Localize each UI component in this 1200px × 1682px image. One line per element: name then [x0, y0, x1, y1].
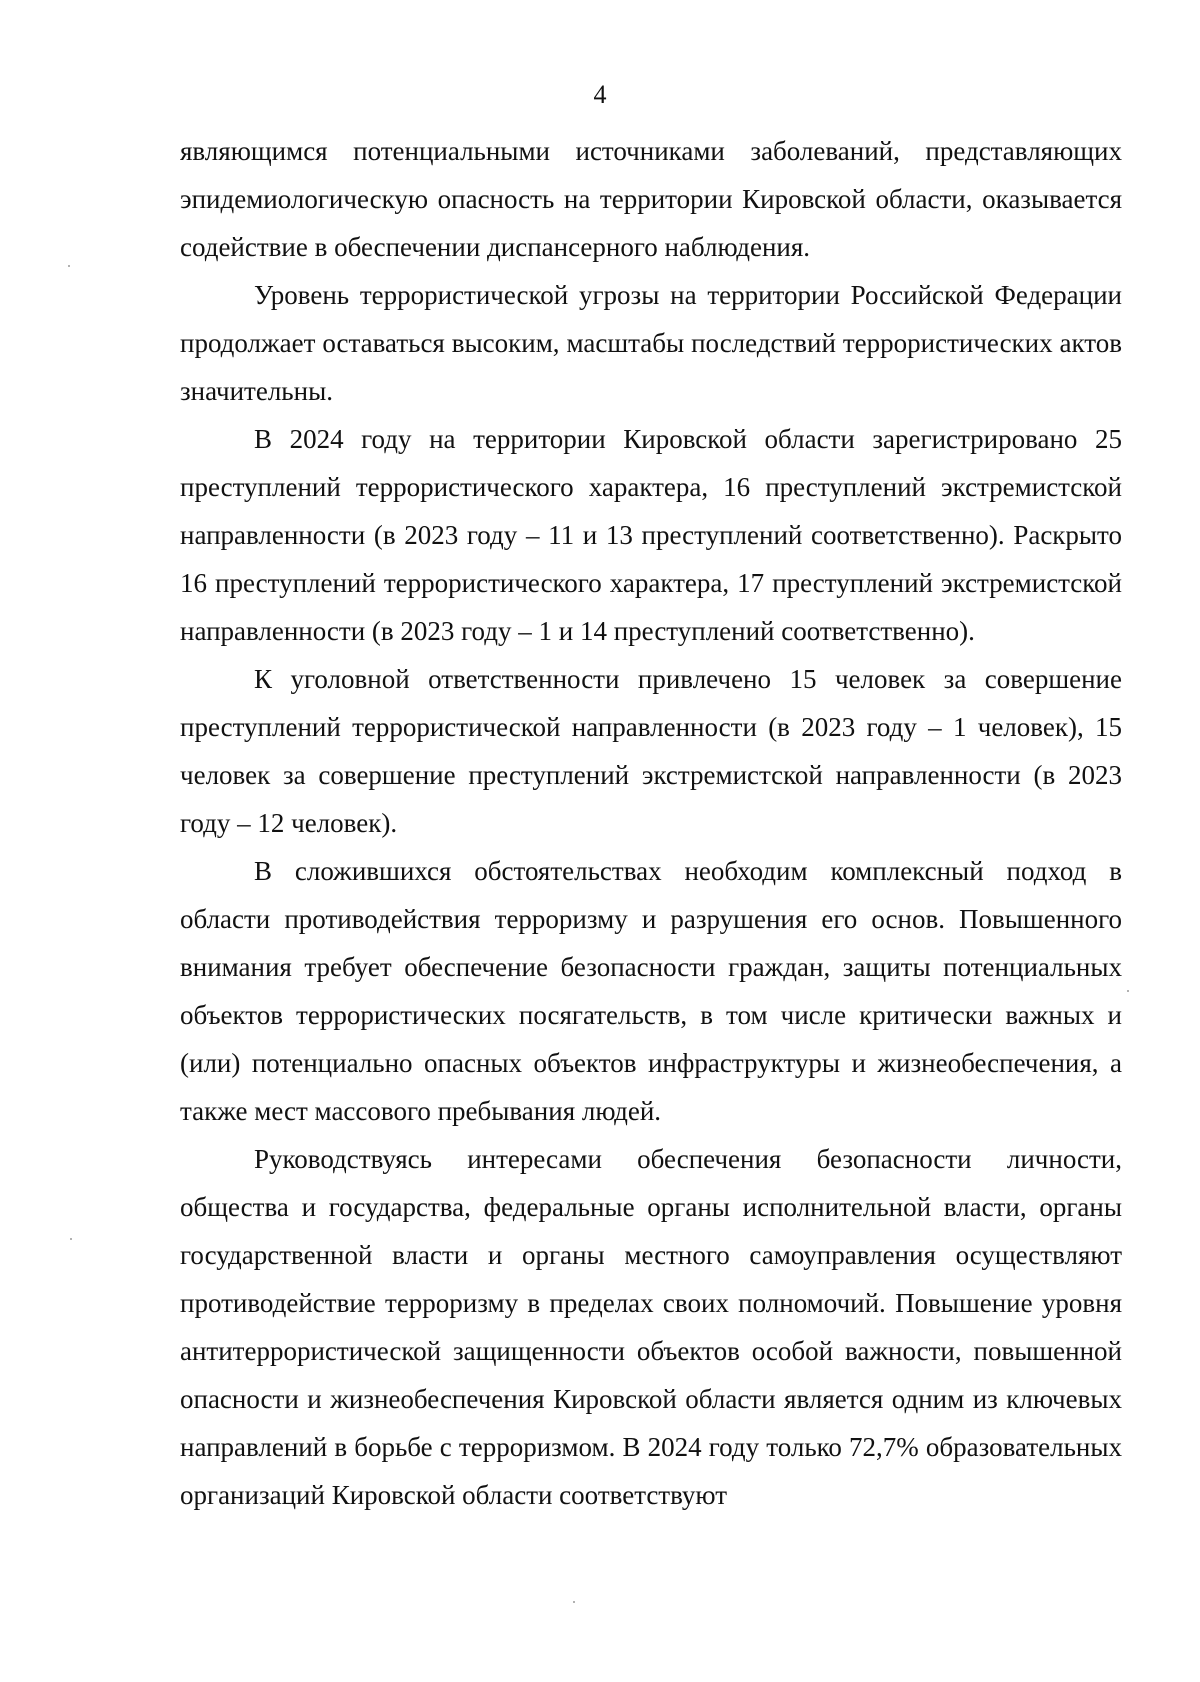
- scan-speck: [70, 1238, 72, 1240]
- paragraph-comprehensive-approach: В сложившихся обстоятельствах необходим комплексный подход в области противодействия терроризму и разрушения его основ. Повышенного внимания требует обеспечение безопасности граждан, защиты потенциальных объектов террористических посягательств, в том числе критически важных и (или) потенциально опасных объектов инфраструктуры и жизнеобеспечения, а также мест массового пребывания людей.: [180, 856, 1122, 1126]
- paragraph-security-measures: Руководствуясь интересами обеспечения безопасности личности, общества и государства, федеральные органы исполнительной власти, органы государственной власти и органы местного самоуправления осуществляют противодействие терроризму в пределах своих полномочий. Повышение уровня антитеррористической защищенности объектов особой важности, повышенной опасности и жизнеобеспечения Кировской области является одним из ключевых направлений в борьбе с терроризмом. В 2024 году только 72,7% образовательных организаций Кировской области соответствуют: [180, 1144, 1122, 1510]
- body-text: [180, 127, 1122, 1519]
- scan-speck: [573, 1601, 575, 1603]
- paragraph-continuation: являющимся потенциальными источниками заболеваний, представляющих эпидемиологическую опасность на территории Кировской области, оказывается содействие в обеспечении диспансерного наблюдения.: [180, 136, 1122, 262]
- paragraph-terror-threat-level: Уровень террористической угрозы на территории Российской Федерации продолжает оставаться высоким, масштабы последствий террористических актов значительны.: [180, 280, 1122, 406]
- paragraph-criminal-liability: К уголовной ответственности привлечено 15 человек за совершение преступлений террористической направленности (в 2023 году – 1 человек), 15 человек за совершение преступлений экстремистской направленности (в 2023 году – 12 человек).: [180, 664, 1122, 838]
- scan-speck: [68, 265, 70, 267]
- paragraph-crime-statistics: В 2024 году на территории Кировской области зарегистрировано 25 преступлений террористического характера, 16 преступлений экстремистской направленности (в 2023 году – 11 и 13 преступлений соответственно). Раскрыто 16 преступлений террористического характера, 17 преступлений экстремистской направленности (в 2023 году – 1 и 14 преступлений соответственно).: [180, 424, 1122, 646]
- scan-speck: [1127, 990, 1129, 992]
- page-number: 4: [593, 80, 607, 109]
